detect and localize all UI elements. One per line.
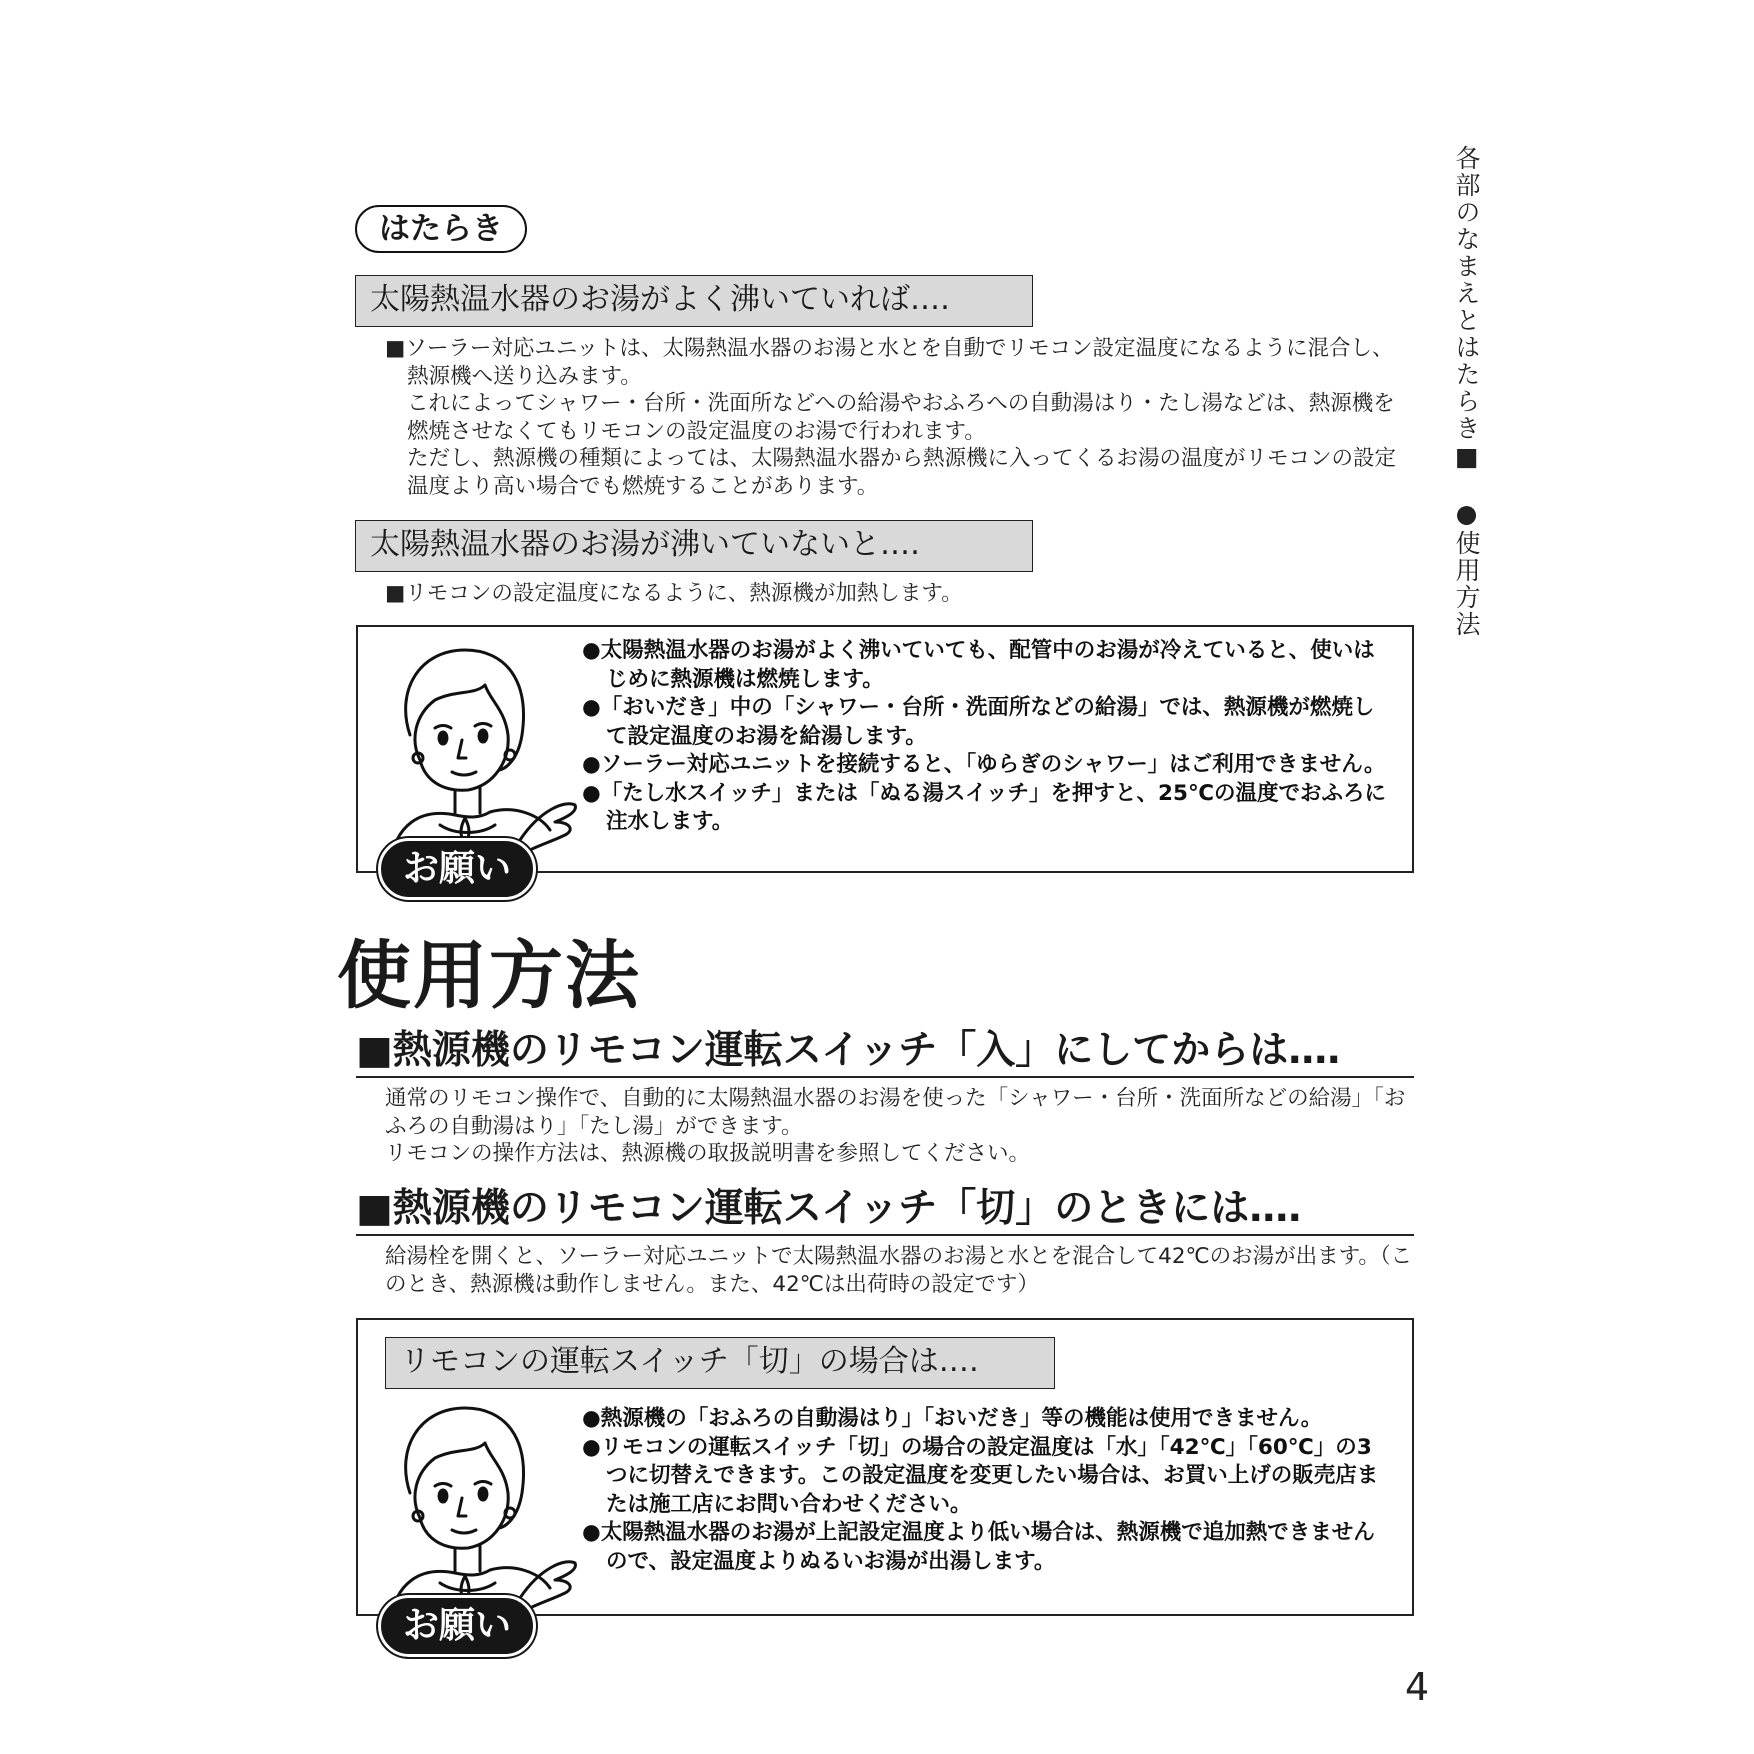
chapter-label-parts: 各部のなまえとはたらき (1452, 145, 1481, 442)
chapter-side-tab (1448, 145, 1484, 638)
notice-list-1 (582, 637, 1387, 837)
request-badge-2: お願い (378, 1595, 536, 1657)
heading-not-boiling: 太陽熱温水器のお湯が沸いていないと‥‥ (355, 520, 1033, 572)
paragraph-line: リモコンの操作方法は、熱源機の取扱説明書を参照してください。 (385, 1141, 1031, 1166)
notice-item: ●「たし水スイッチ」または「ぬる湯スイッチ」を押すと、25℃の温度でおふろに注水します。 (582, 780, 1386, 834)
notice-item: ●太陽熱温水器のお湯が上記設定温度より低い場合は、熱源機で追加熱できませんので、設定温度よりぬるいお湯が出湯します。 (582, 1520, 1375, 1574)
paragraph-line: ただし、熱源機の種類によっては、太陽熱温水器から熱源機に入ってくるお湯の温度がリモコンの設定温度より高い場合でも燃焼することがあります。 (407, 446, 1397, 499)
paragraph-line: ■ソーラー対応ユニットは、太陽熱温水器のお湯と水とを自動でリモコン設定温度になるように混合し、熱源機へ送り込みます。 (385, 336, 1394, 389)
paragraph-line: これによってシャワー・台所・洗面所などへの給湯やおふろへの自動湯はり・たし湯などは、熱源機を燃焼させなくてもリモコンの設定温度のお湯で行われます。 (407, 391, 1395, 444)
notice-list-2 (582, 1405, 1387, 1576)
paragraph-line: ■リモコンの設定温度になるように、熱源機が加熱します。 (385, 581, 963, 606)
request-badge-1: お願い (378, 838, 536, 900)
notice-item: ●ソーラー対応ユニットを接続すると、「ゆらぎのシャワー」はご利用できません。 (582, 752, 1386, 777)
heading-remote-off: リモコンの運転スイッチ「切」の場合は‥‥ (385, 1337, 1055, 1389)
paragraph-line: 通常のリモコン操作で、自動的に太陽熱温水器のお湯を使った「シャワー・台所・洗面所などの給湯」「おふろの自動湯はり」「たし湯」ができます。 (385, 1086, 1406, 1139)
chapter-label-usage: 使用方法 (1452, 530, 1481, 638)
heading-boiling-well: 太陽熱温水器のお湯がよく沸いていれば‥‥ (355, 275, 1033, 327)
paragraph-switch-on (385, 1085, 1415, 1168)
notice-item: ●「おいだき」中の「シャワー・台所・洗面所などの給湯」では、熱源機が燃焼して設定温度のお湯を給湯します。 (582, 695, 1375, 749)
page-number: 4 (1405, 1665, 1430, 1709)
paragraph-switch-off (385, 1243, 1415, 1298)
section-heading-switch-on: ■熱源機のリモコン運転スイッチ「入」にしてからは‥‥ (356, 1026, 1414, 1078)
square-marker: ■ (1452, 442, 1481, 473)
page-title: 使用方法 (337, 933, 641, 1019)
section-heading-switch-off: ■熱源機のリモコン運転スイッチ「切」のときには‥‥ (356, 1184, 1414, 1236)
notice-item: ●リモコンの運転スイッチ「切」の場合の設定温度は「水」「42℃」「60℃」の3つに切替えできます。この設定温度を変更したい場合は、お買い上げの販売店または施工店にお問い合わせください。 (582, 1434, 1379, 1517)
paragraph-line: 給湯栓を開くと、ソーラー対応ユニットで太陽熱温水器のお湯と水とを混合して42℃のお湯が出ます。（このとき、熱源機は動作しません。また、42℃は出荷時の設定です） (385, 1244, 1413, 1297)
woman-illustration-icon (380, 640, 580, 865)
circle-marker: ● (1452, 499, 1481, 530)
paragraph-not-boiling (385, 580, 1410, 608)
hataraki-label: はたらき (355, 205, 527, 253)
woman-illustration-icon (380, 1398, 580, 1623)
notice-item: ●太陽熱温水器のお湯がよく沸いていても、配管中のお湯が冷えていると、使いはじめに熱源機は燃焼します。 (582, 638, 1375, 692)
paragraph-boiling-well (385, 335, 1410, 500)
notice-item: ●熱源機の「おふろの自動湯はり」「おいだき」等の機能は使用できません。 (582, 1406, 1323, 1431)
